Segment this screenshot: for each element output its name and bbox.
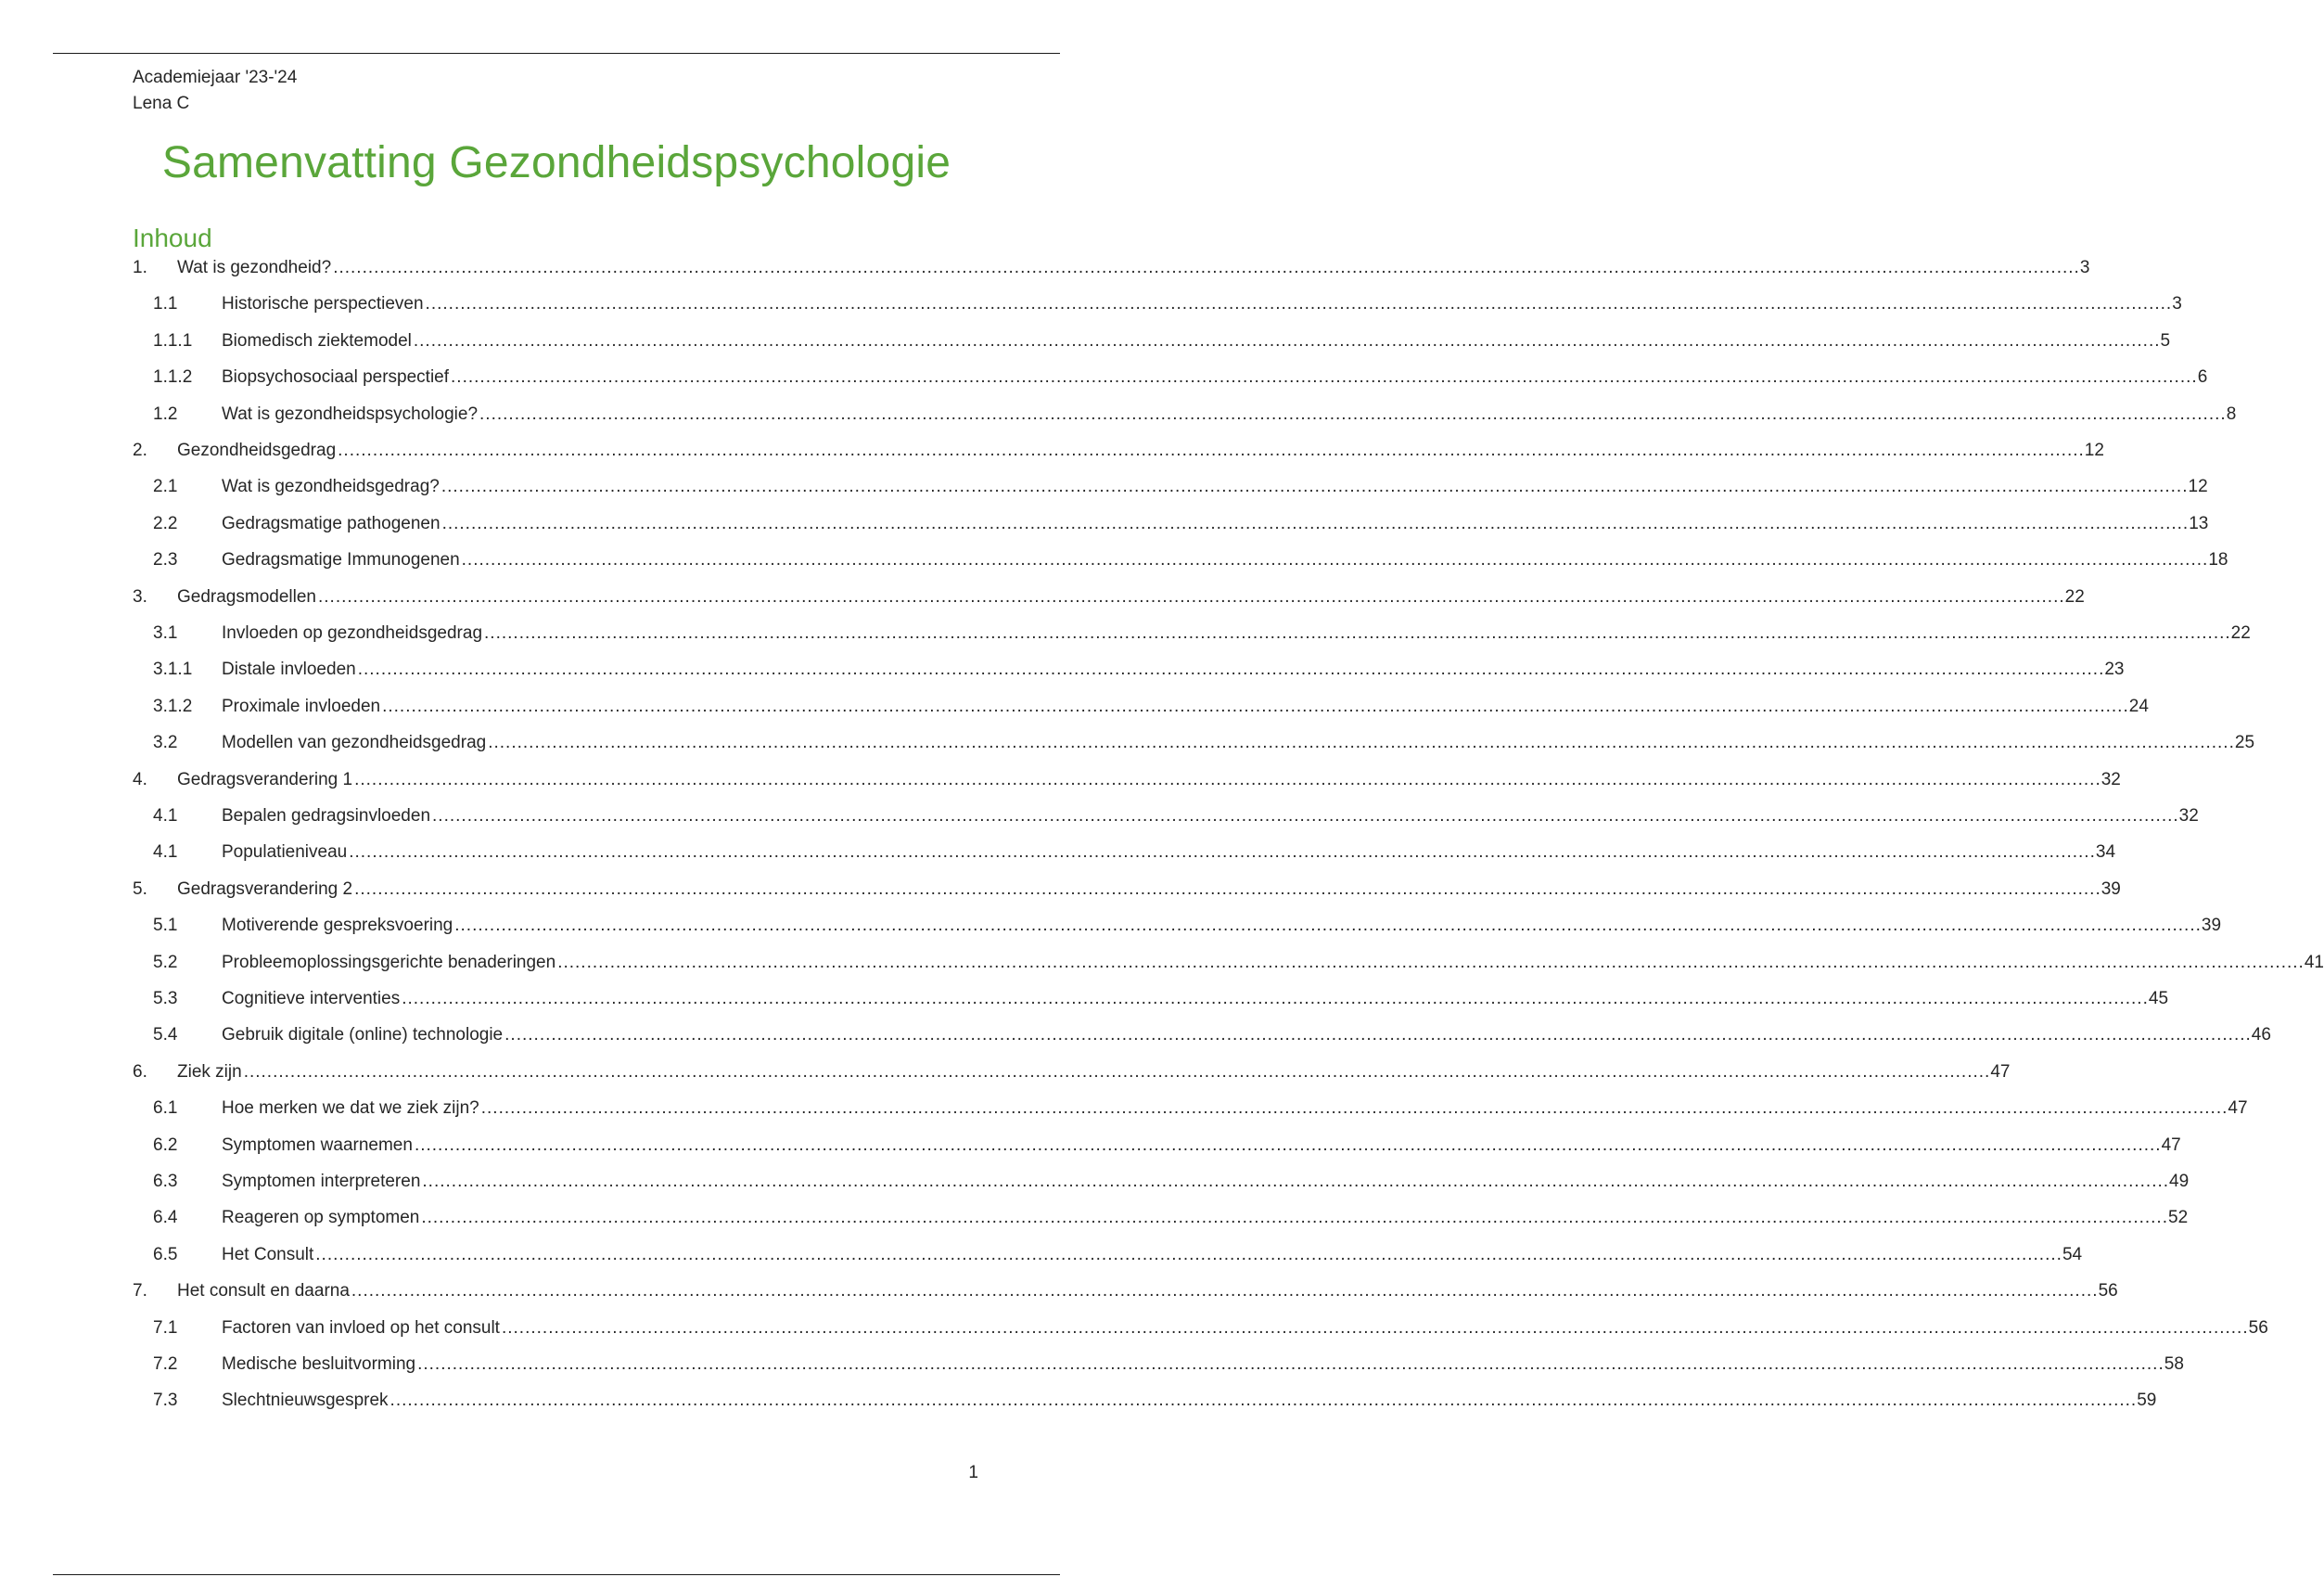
toc-entry-title: Symptomen waarnemen xyxy=(222,1135,413,1155)
toc-entry-page: 56 xyxy=(2098,1281,2118,1301)
toc-entry-page: 24 xyxy=(2128,696,2149,716)
toc-entry-title: Slechtnieuwsgesprek xyxy=(222,1391,389,1411)
toc-entry-page: 52 xyxy=(2168,1208,2189,1228)
toc-entry-title: Wat is gezondheid? xyxy=(177,258,332,277)
toc-entry-page: 56 xyxy=(2248,1317,2268,1338)
toc-entry[interactable] xyxy=(153,545,2228,572)
toc-entry-number: 5.3 xyxy=(153,989,178,1008)
toc-entry[interactable] xyxy=(153,399,2237,427)
toc-entry[interactable] xyxy=(133,582,2085,609)
toc-dot-leader: ............................................................................................................................................................................................................................................................................................................ xyxy=(488,733,2235,753)
document-title: Samenvatting Gezondheidspsychologie xyxy=(161,138,951,187)
toc-entry-page: 6 xyxy=(2197,367,2208,388)
toc-entry-title: Hoe merken we dat we ziek zijn? xyxy=(222,1098,479,1119)
toc-entry-number: 7.2 xyxy=(153,1354,178,1374)
toc-entry-number: 3.1.1 xyxy=(153,660,193,680)
toc-entry[interactable] xyxy=(133,1057,2011,1084)
toc-dot-leader: ............................................................................................................................................................................................................................................................................................................ xyxy=(354,878,2101,899)
toc-dot-leader: ............................................................................................................................................................................................................................................................................................................ xyxy=(389,1391,2138,1411)
toc-entry-title: Ziek zijn xyxy=(177,1061,242,1082)
toc-entry[interactable] xyxy=(153,326,2171,353)
toc-entry-title: Biopsychosociaal perspectief xyxy=(222,367,450,388)
toc-entry-page: 47 xyxy=(2161,1135,2181,1155)
toc-entry-number: 1.1 xyxy=(153,294,178,314)
toc-entry-number: 1. xyxy=(133,258,147,277)
toc-entry-page: 34 xyxy=(2095,842,2116,863)
toc-entry[interactable] xyxy=(153,727,2255,755)
toc-entry[interactable] xyxy=(153,654,2125,682)
toc-dot-leader: ............................................................................................................................................................................................................................................................................................................ xyxy=(441,513,2190,533)
toc-entry-number: 2.2 xyxy=(153,513,178,533)
toc-entry-page: 18 xyxy=(2208,550,2228,571)
toc-entry[interactable] xyxy=(153,1313,2268,1340)
toc-entry[interactable] xyxy=(153,1239,2083,1267)
toc-entry-page: 49 xyxy=(2169,1172,2190,1191)
toc-dot-leader: ............................................................................................................................................................................................................................................................................................................ xyxy=(451,367,2198,388)
toc-entry-title: Biomedisch ziektemodel xyxy=(222,330,412,351)
toc-entry-number: 6.4 xyxy=(153,1208,178,1228)
toc-entry-page: 13 xyxy=(2189,513,2209,533)
toc-entry-title: Proximale invloeden xyxy=(222,696,381,716)
toc-entry-title: Symptomen interpreteren xyxy=(222,1172,421,1191)
toc-entry-page: 5 xyxy=(2160,330,2171,351)
toc-entry-number: 3.2 xyxy=(153,733,178,753)
toc-entry-page: 41 xyxy=(2304,952,2324,972)
toc-dot-leader: ............................................................................................................................................................................................................................................................................................................ xyxy=(501,1317,2249,1338)
toc-entry-title: Gebruik digitale (online) technologie xyxy=(222,1025,504,1045)
toc-entry[interactable] xyxy=(153,801,2199,828)
toc-entry-number: 5. xyxy=(133,878,147,899)
toc-entry-number: 7. xyxy=(133,1281,147,1301)
toc-dot-leader: ............................................................................................................................................................................................................................................................................................................ xyxy=(441,477,2189,497)
author-name: Lena C xyxy=(133,94,190,113)
toc-entry-number: 6.1 xyxy=(153,1098,178,1119)
toc-entry-number: 7.1 xyxy=(153,1317,178,1338)
toc-entry[interactable] xyxy=(153,618,2251,646)
toc-entry-title: Probleemoplossingsgerichte benaderingen xyxy=(222,952,556,972)
toc-entry-number: 3.1.2 xyxy=(153,696,193,716)
toc-entry-page: 39 xyxy=(2101,878,2121,899)
toc-entry-title: Distale invloeden xyxy=(222,660,356,680)
toc-entry-page: 32 xyxy=(2101,769,2121,789)
toc-entry[interactable] xyxy=(133,874,2121,902)
toc-dot-leader: ............................................................................................................................................................................................................................................................................................................ xyxy=(333,258,2080,277)
toc-dot-leader: ............................................................................................................................................................................................................................................................................................................ xyxy=(402,989,2149,1008)
footer-rule xyxy=(53,1574,1060,1575)
toc-dot-leader: ............................................................................................................................................................................................................................................................................................................ xyxy=(354,769,2101,789)
toc-entry-page: 3 xyxy=(2079,258,2090,277)
toc-dot-leader: ............................................................................................................................................................................................................................................................................................................ xyxy=(317,586,2065,607)
toc-dot-leader: ............................................................................................................................................................................................................................................................................................................ xyxy=(454,916,2202,936)
toc-entry-title: Motiverende gespreksvoering xyxy=(222,916,453,936)
toc-entry-number: 6.2 xyxy=(153,1135,178,1155)
toc-entry-page: 22 xyxy=(2064,586,2085,607)
toc-dot-leader: ............................................................................................................................................................................................................................................................................................................ xyxy=(425,294,2173,314)
toc-entry-number: 7.3 xyxy=(153,1391,178,1411)
toc-dot-leader: ............................................................................................................................................................................................................................................................................................................ xyxy=(413,330,2161,351)
toc-entry-title: Gedragsmodellen xyxy=(177,586,316,607)
toc-dot-leader: ............................................................................................................................................................................................................................................................................................................ xyxy=(351,1281,2099,1301)
toc-entry-title: Gedragsmatige Immunogenen xyxy=(222,550,460,571)
toc-entry-title: Het consult en daarna xyxy=(177,1281,350,1301)
toc-dot-leader: ............................................................................................................................................................................................................................................................................................................ xyxy=(414,1135,2162,1155)
toc-entry[interactable] xyxy=(133,1276,2118,1303)
toc-entry-page: 32 xyxy=(2178,806,2199,826)
page-number: 1 xyxy=(968,1463,978,1482)
toc-dot-leader: ............................................................................................................................................................................................................................................................................................................ xyxy=(417,1354,2164,1374)
toc-entry-number: 4. xyxy=(133,769,147,789)
toc-dot-leader: ............................................................................................................................................................................................................................................................................................................ xyxy=(421,1208,2168,1228)
toc-entry[interactable] xyxy=(153,508,2209,536)
toc-entry-page: 59 xyxy=(2137,1391,2157,1411)
toc-entry-number: 1.2 xyxy=(153,404,178,424)
toc-entry-title: Het Consult xyxy=(222,1244,314,1264)
toc-entry-page: 47 xyxy=(2228,1098,2248,1119)
toc-dot-leader: ............................................................................................................................................................................................................................................................................................................ xyxy=(349,842,2096,863)
toc-entry-title: Gedragsverandering 2 xyxy=(177,878,353,899)
toc-entry-number: 2.3 xyxy=(153,550,178,571)
toc-entry-title: Wat is gezondheidspsychologie? xyxy=(222,404,479,424)
toc-entry-page: 12 xyxy=(2188,477,2208,497)
toc-entry-number: 5.1 xyxy=(153,916,178,936)
toc-entry-page: 23 xyxy=(2104,660,2125,680)
toc-entry-number: 3. xyxy=(133,586,147,607)
toc-entry[interactable] xyxy=(153,691,2149,719)
toc-entry-title: Factoren van invloed op het consult xyxy=(222,1317,500,1338)
academic-year: Academiejaar '23-'24 xyxy=(133,68,298,87)
toc-dot-leader: ............................................................................................................................................................................................................................................................................................................ xyxy=(557,952,2305,972)
toc-entry-number: 4.1 xyxy=(153,806,178,826)
toc-entry-number: 3.1 xyxy=(153,623,178,643)
toc-entry-title: Invloeden op gezondheidsgedrag xyxy=(222,623,483,643)
toc-dot-leader: ............................................................................................................................................................................................................................................................................................................ xyxy=(382,696,2129,716)
toc-entry[interactable] xyxy=(153,288,2182,316)
toc-dot-leader: ............................................................................................................................................................................................................................................................................................................ xyxy=(479,404,2227,424)
toc-entry-page: 54 xyxy=(2062,1244,2083,1264)
toc-entry[interactable] xyxy=(133,764,2121,792)
toc-dot-leader: ............................................................................................................................................................................................................................................................................................................ xyxy=(461,550,2209,571)
toc-entry-number: 4.1 xyxy=(153,842,178,863)
toc-entry-number: 6.5 xyxy=(153,1244,178,1264)
toc-entry-number: 6. xyxy=(133,1061,147,1082)
toc-entry-page: 39 xyxy=(2201,916,2222,936)
toc-entry-title: Medische besluitvorming xyxy=(222,1354,416,1374)
toc-entry-title: Reageren op symptomen xyxy=(222,1208,420,1228)
toc-entry[interactable] xyxy=(133,252,2090,280)
toc-entry-number: 5.2 xyxy=(153,952,178,972)
toc-entry-title: Cognitieve interventies xyxy=(222,989,401,1008)
toc-entry-number: 2.1 xyxy=(153,477,178,497)
toc-entry[interactable] xyxy=(153,837,2116,865)
toc-entry-title: Gezondheidsgedrag xyxy=(177,441,337,460)
toc-entry-title: Populatieniveau xyxy=(222,842,348,863)
toc-entry-page: 46 xyxy=(2251,1025,2271,1045)
toc-entry-page: 47 xyxy=(1990,1061,2011,1082)
toc-entry-title: Wat is gezondheidsgedrag? xyxy=(222,477,440,497)
toc-entry-number: 2. xyxy=(133,441,147,460)
toc-entry[interactable] xyxy=(153,1093,2248,1121)
toc-entry[interactable] xyxy=(153,983,2169,1011)
toc-entry[interactable] xyxy=(153,947,2324,975)
toc-entry[interactable] xyxy=(153,1019,2271,1047)
toc-entry[interactable] xyxy=(133,435,2104,463)
toc-entry-page: 3 xyxy=(2172,294,2182,314)
toc-dot-leader: ............................................................................................................................................................................................................................................................................................................ xyxy=(484,623,2231,643)
toc-entry[interactable] xyxy=(153,1202,2189,1230)
toc-dot-leader: ............................................................................................................................................................................................................................................................................................................ xyxy=(504,1025,2252,1045)
toc-entry[interactable] xyxy=(153,910,2222,938)
toc-entry-page: 25 xyxy=(2234,733,2255,753)
toc-entry-page: 58 xyxy=(2164,1354,2184,1374)
toc-entry-page: 12 xyxy=(2084,441,2104,460)
toc-entry-page: 45 xyxy=(2148,989,2169,1008)
toc-entry-title: Bepalen gedragsinvloeden xyxy=(222,806,431,826)
toc-dot-leader: ............................................................................................................................................................................................................................................................................................................ xyxy=(315,1244,2062,1264)
toc-entry-title: Gedragsverandering 1 xyxy=(177,769,353,789)
toc-entry-number: 1.1.1 xyxy=(153,330,193,351)
toc-entry-title: Modellen van gezondheidsgedrag xyxy=(222,733,487,753)
toc-heading: Inhoud xyxy=(133,224,212,252)
toc-entry[interactable] xyxy=(153,1349,2184,1377)
toc-dot-leader: ............................................................................................................................................................................................................................................................................................................ xyxy=(243,1061,1991,1082)
toc-dot-leader: ............................................................................................................................................................................................................................................................................................................ xyxy=(432,806,2179,826)
toc-entry[interactable] xyxy=(153,362,2208,390)
toc-entry[interactable] xyxy=(153,471,2208,499)
toc-entry[interactable] xyxy=(153,1385,2157,1413)
toc-dot-leader: ............................................................................................................................................................................................................................................................................................................ xyxy=(357,660,2105,680)
toc-dot-leader: ............................................................................................................................................................................................................................................................................................................ xyxy=(338,441,2085,460)
toc-entry-number: 5.4 xyxy=(153,1025,178,1045)
toc-entry-page: 8 xyxy=(2226,404,2237,424)
toc-entry-number: 1.1.2 xyxy=(153,367,193,388)
toc-entry-page: 22 xyxy=(2230,623,2251,643)
toc-entry-number: 6.3 xyxy=(153,1172,178,1191)
toc-entry[interactable] xyxy=(153,1166,2190,1194)
toc-entry[interactable] xyxy=(153,1130,2181,1158)
toc-entry-title: Historische perspectieven xyxy=(222,294,424,314)
toc-entry-title: Gedragsmatige pathogenen xyxy=(222,513,441,533)
toc-dot-leader: ............................................................................................................................................................................................................................................................................................................ xyxy=(422,1172,2170,1191)
toc-dot-leader: ............................................................................................................................................................................................................................................................................................................ xyxy=(480,1098,2228,1119)
header-rule xyxy=(53,53,1060,54)
